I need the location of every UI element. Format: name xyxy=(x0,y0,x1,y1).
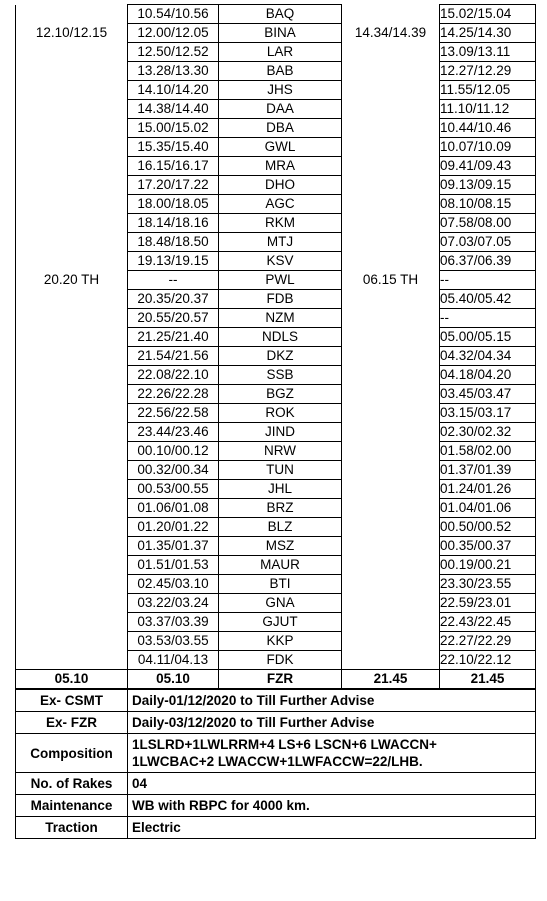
return-arr-dep-time: 10.07/10.09 xyxy=(440,138,536,157)
outbound-extra-time xyxy=(16,556,128,575)
traction-row xyxy=(16,817,536,839)
outbound-extra-time xyxy=(16,309,128,328)
return-arr-dep-time: 04.32/04.34 xyxy=(440,347,536,366)
station-row xyxy=(16,461,536,480)
outbound-arr-dep-time: 10.54/10.56 xyxy=(128,5,219,24)
ex-csmt-label: Ex- CSMT xyxy=(16,690,128,712)
outbound-arr-dep-time: 20.35/20.37 xyxy=(128,290,219,309)
station-code: DAA xyxy=(219,100,342,119)
rakes-row xyxy=(16,773,536,795)
station-code: BTI xyxy=(219,575,342,594)
outbound-extra-time xyxy=(16,613,128,632)
outbound-arr-dep-time: 18.14/18.16 xyxy=(128,214,219,233)
composition-line-2: 1LWCBAC+2 LWACCW+1LWFACCW=22/LHB. xyxy=(132,754,423,769)
return-extra-time xyxy=(342,62,440,81)
outbound-arr-dep-time: 17.20/17.22 xyxy=(128,176,219,195)
station-row xyxy=(16,632,536,651)
outbound-arr-dep-time: 15.00/15.02 xyxy=(128,119,219,138)
outbound-arr-dep-time: 03.37/03.39 xyxy=(128,613,219,632)
return-arr-dep-time: 01.58/02.00 xyxy=(440,442,536,461)
return-extra-time xyxy=(342,575,440,594)
station-code: BGZ xyxy=(219,385,342,404)
outbound-extra-time xyxy=(16,347,128,366)
return-arr-dep-time: 11.10/11.12 xyxy=(440,100,536,119)
return-extra-time xyxy=(342,309,440,328)
return-arr-dep-time: 14.25/14.30 xyxy=(440,24,536,43)
return-arr-dep-time: 05.40/05.42 xyxy=(440,290,536,309)
outbound-arr-dep-time: 18.00/18.05 xyxy=(128,195,219,214)
station-code: RKM xyxy=(219,214,342,233)
return-arr-dep-time: 00.35/00.37 xyxy=(440,537,536,556)
return-arr-dep-time: 15.02/15.04 xyxy=(440,5,536,24)
station-code: DHO xyxy=(219,176,342,195)
outbound-arr-dep-time: 22.56/22.58 xyxy=(128,404,219,423)
outbound-extra-time xyxy=(16,651,128,670)
outbound-extra-time xyxy=(16,499,128,518)
station-row xyxy=(16,480,536,499)
outbound-extra-time xyxy=(16,138,128,157)
outbound-extra-time xyxy=(16,442,128,461)
ex-csmt-value: Daily-01/12/2020 to Till Further Advise xyxy=(128,690,536,712)
outbound-extra-time xyxy=(16,5,128,24)
station-row xyxy=(16,5,536,24)
return-arr-dep-time: 07.03/07.05 xyxy=(440,233,536,252)
outbound-extra-time xyxy=(16,62,128,81)
outbound-arr-dep-time: 01.06/01.08 xyxy=(128,499,219,518)
return-extra-time xyxy=(342,366,440,385)
return-arr-dep-time: 06.37/06.39 xyxy=(440,252,536,271)
return-extra-time xyxy=(342,404,440,423)
return-extra-time xyxy=(342,632,440,651)
station-code: JHS xyxy=(219,81,342,100)
return-arr-dep-time: 02.30/02.32 xyxy=(440,423,536,442)
return-arr-dep-time: 03.15/03.17 xyxy=(440,404,536,423)
return-arr-dep-time: -- xyxy=(440,271,536,290)
station-code: NDLS xyxy=(219,328,342,347)
return-extra-time xyxy=(342,651,440,670)
outbound-extra-time xyxy=(16,594,128,613)
outbound-extra-time xyxy=(16,81,128,100)
station-code: GJUT xyxy=(219,613,342,632)
return-extra-time xyxy=(342,138,440,157)
outbound-arr-dep-time: 04.11/04.13 xyxy=(128,651,219,670)
station-code: GWL xyxy=(219,138,342,157)
station-code: MAUR xyxy=(219,556,342,575)
outbound-extra-time xyxy=(16,461,128,480)
timetable xyxy=(15,4,536,689)
return-arr-dep-time: 08.10/08.15 xyxy=(440,195,536,214)
return-arr-dep-time: 09.13/09.15 xyxy=(440,176,536,195)
composition-label: Composition xyxy=(16,734,128,773)
outbound-arr-dep-time: 22.26/22.28 xyxy=(128,385,219,404)
outbound-extra-time xyxy=(16,252,128,271)
station-row xyxy=(16,575,536,594)
return-arr-dep-time: 12.27/12.29 xyxy=(440,62,536,81)
station-code: KSV xyxy=(219,252,342,271)
station-row xyxy=(16,157,536,176)
ex-fzr-label: Ex- FZR xyxy=(16,712,128,734)
return-extra-time xyxy=(342,252,440,271)
return-extra-time xyxy=(342,43,440,62)
station-code: AGC xyxy=(219,195,342,214)
station-row xyxy=(16,651,536,670)
outbound-arr-dep-time: 18.48/18.50 xyxy=(128,233,219,252)
return-arr-dep-time: 10.44/10.46 xyxy=(440,119,536,138)
outbound-extra-time xyxy=(16,404,128,423)
return-extra-time xyxy=(342,195,440,214)
outbound-arr-dep-time: 00.53/00.55 xyxy=(128,480,219,499)
return-arr-dep-time: 11.55/12.05 xyxy=(440,81,536,100)
composition-value xyxy=(128,734,536,773)
outbound-extra-time xyxy=(16,518,128,537)
return-extra-time xyxy=(342,290,440,309)
station-row xyxy=(16,195,536,214)
outbound-extra-time xyxy=(16,575,128,594)
station-code: JIND xyxy=(219,423,342,442)
station-code: BLZ xyxy=(219,518,342,537)
return-extra-time xyxy=(342,157,440,176)
station-row xyxy=(16,518,536,537)
return-extra-time xyxy=(342,537,440,556)
station-row xyxy=(16,499,536,518)
outbound-arr-dep-time: 23.44/23.46 xyxy=(128,423,219,442)
outbound-extra-time xyxy=(16,385,128,404)
return-arr-dep-time: 04.18/04.20 xyxy=(440,366,536,385)
return-extra-time xyxy=(342,385,440,404)
outbound-arr-dep-time: 00.32/00.34 xyxy=(128,461,219,480)
return-extra-time xyxy=(342,5,440,24)
station-code: BAQ xyxy=(219,5,342,24)
station-code: ROK xyxy=(219,404,342,423)
return-arr-dep-time: 23.30/23.55 xyxy=(440,575,536,594)
station-row xyxy=(16,442,536,461)
return-extra-time xyxy=(342,499,440,518)
ex-fzr-value: Daily-03/12/2020 to Till Further Advise xyxy=(128,712,536,734)
outbound-arr-dep-time: 01.35/01.37 xyxy=(128,537,219,556)
timetable-sheet xyxy=(15,4,535,839)
station-row xyxy=(16,328,536,347)
return-extra-time xyxy=(342,81,440,100)
outbound-arr-dep-time: 19.13/19.15 xyxy=(128,252,219,271)
outbound-extra-time xyxy=(16,214,128,233)
outbound-arr-dep-time: 15.35/15.40 xyxy=(128,138,219,157)
return-extra-time xyxy=(342,328,440,347)
return-arr-dep-time: 13.09/13.11 xyxy=(440,43,536,62)
return-arr-dep-time: 22.59/23.01 xyxy=(440,594,536,613)
return-extra-time xyxy=(342,347,440,366)
return-extra-time: 14.34/14.39 xyxy=(342,24,440,43)
return-extra-time xyxy=(342,176,440,195)
station-row xyxy=(16,309,536,328)
station-code: GNA xyxy=(219,594,342,613)
return-arr-dep-time: 22.10/22.12 xyxy=(440,651,536,670)
station-row xyxy=(16,214,536,233)
station-row xyxy=(16,62,536,81)
outbound-extra-time xyxy=(16,480,128,499)
return-arr-dep-time: 00.50/00.52 xyxy=(440,518,536,537)
outbound-arr-dep-time: 12.00/12.05 xyxy=(128,24,219,43)
outbound-arr-dep-time: 21.54/21.56 xyxy=(128,347,219,366)
terminal-row xyxy=(16,670,536,689)
composition-row xyxy=(16,734,536,773)
outbound-extra-time xyxy=(16,100,128,119)
rakes-value: 04 xyxy=(128,773,536,795)
return-extra-time xyxy=(342,556,440,575)
station-code: TUN xyxy=(219,461,342,480)
outbound-extra-time xyxy=(16,157,128,176)
station-row xyxy=(16,119,536,138)
terminal-arr-dep: 05.10 xyxy=(128,670,219,689)
station-row xyxy=(16,613,536,632)
outbound-extra-time xyxy=(16,423,128,442)
terminal-station-code: FZR xyxy=(219,670,342,689)
outbound-arr-dep-time: 00.10/00.12 xyxy=(128,442,219,461)
outbound-extra-time xyxy=(16,366,128,385)
station-row xyxy=(16,24,536,43)
station-row xyxy=(16,404,536,423)
maintenance-label: Maintenance xyxy=(16,795,128,817)
composition-line-1: 1LSLRD+1LWLRRM+4 LS+6 LSCN+6 LWACCN+ xyxy=(132,737,437,752)
station-row xyxy=(16,366,536,385)
station-code: DBA xyxy=(219,119,342,138)
return-arr-dep-time: 01.24/01.26 xyxy=(440,480,536,499)
traction-label: Traction xyxy=(16,817,128,839)
outbound-arr-dep-time: 20.55/20.57 xyxy=(128,309,219,328)
outbound-arr-dep-time: 03.22/03.24 xyxy=(128,594,219,613)
outbound-extra-time: 20.20 TH xyxy=(16,271,128,290)
return-extra-time xyxy=(342,423,440,442)
return-extra-time xyxy=(342,613,440,632)
outbound-extra-time xyxy=(16,632,128,651)
outbound-arr-dep-time: 14.10/14.20 xyxy=(128,81,219,100)
station-code: FDB xyxy=(219,290,342,309)
outbound-arr-dep-time: 22.08/22.10 xyxy=(128,366,219,385)
station-code: BINA xyxy=(219,24,342,43)
outbound-arr-dep-time: -- xyxy=(128,271,219,290)
traction-value: Electric xyxy=(128,817,536,839)
outbound-arr-dep-time: 16.15/16.17 xyxy=(128,157,219,176)
return-extra-time xyxy=(342,214,440,233)
station-row xyxy=(16,138,536,157)
ex-csmt-row xyxy=(16,690,536,712)
station-code: FDK xyxy=(219,651,342,670)
return-arr-dep-time: 22.27/22.29 xyxy=(440,632,536,651)
return-extra-time xyxy=(342,100,440,119)
outbound-extra-time xyxy=(16,119,128,138)
outbound-extra-time xyxy=(16,328,128,347)
outbound-arr-dep-time: 14.38/14.40 xyxy=(128,100,219,119)
outbound-extra-time xyxy=(16,195,128,214)
return-extra-time xyxy=(342,480,440,499)
ex-fzr-row xyxy=(16,712,536,734)
return-arr-dep-time: 01.04/01.06 xyxy=(440,499,536,518)
return-extra-time xyxy=(342,119,440,138)
return-extra-time xyxy=(342,233,440,252)
return-extra-time xyxy=(342,442,440,461)
station-row xyxy=(16,594,536,613)
outbound-extra-time xyxy=(16,537,128,556)
outbound-arr-dep-time: 01.51/01.53 xyxy=(128,556,219,575)
station-row xyxy=(16,252,536,271)
station-row xyxy=(16,233,536,252)
return-arr-dep-time: 07.58/08.00 xyxy=(440,214,536,233)
station-row xyxy=(16,385,536,404)
return-extra-time xyxy=(342,518,440,537)
terminal-time-col1: 05.10 xyxy=(16,670,128,689)
return-extra-time xyxy=(342,594,440,613)
outbound-arr-dep-time: 03.53/03.55 xyxy=(128,632,219,651)
outbound-arr-dep-time: 01.20/01.22 xyxy=(128,518,219,537)
outbound-extra-time xyxy=(16,43,128,62)
station-row xyxy=(16,423,536,442)
return-extra-time: 06.15 TH xyxy=(342,271,440,290)
station-code: JHL xyxy=(219,480,342,499)
station-code: KKP xyxy=(219,632,342,651)
station-row xyxy=(16,537,536,556)
station-row xyxy=(16,347,536,366)
outbound-arr-dep-time: 12.50/12.52 xyxy=(128,43,219,62)
outbound-extra-time xyxy=(16,233,128,252)
station-code: BRZ xyxy=(219,499,342,518)
station-row xyxy=(16,100,536,119)
terminal-return-time: 21.45 xyxy=(440,670,536,689)
maintenance-row xyxy=(16,795,536,817)
station-code: NZM xyxy=(219,309,342,328)
station-code: PWL xyxy=(219,271,342,290)
outbound-extra-time xyxy=(16,290,128,309)
station-code: LAR xyxy=(219,43,342,62)
return-arr-dep-time: 22.43/22.45 xyxy=(440,613,536,632)
station-code: MTJ xyxy=(219,233,342,252)
station-row xyxy=(16,290,536,309)
station-code: BAB xyxy=(219,62,342,81)
station-row xyxy=(16,271,536,290)
return-extra-time xyxy=(342,461,440,480)
return-arr-dep-time: 09.41/09.43 xyxy=(440,157,536,176)
station-row xyxy=(16,43,536,62)
station-row xyxy=(16,176,536,195)
return-arr-dep-time: 03.45/03.47 xyxy=(440,385,536,404)
station-code: MRA xyxy=(219,157,342,176)
station-code: NRW xyxy=(219,442,342,461)
outbound-arr-dep-time: 21.25/21.40 xyxy=(128,328,219,347)
outbound-extra-time: 12.10/12.15 xyxy=(16,24,128,43)
maintenance-value: WB with RBPC for 4000 km. xyxy=(128,795,536,817)
station-rows xyxy=(16,5,536,670)
return-arr-dep-time: 01.37/01.39 xyxy=(440,461,536,480)
station-code: DKZ xyxy=(219,347,342,366)
terminal-time-col4: 21.45 xyxy=(342,670,440,689)
return-arr-dep-time: -- xyxy=(440,309,536,328)
station-row xyxy=(16,556,536,575)
rakes-label: No. of Rakes xyxy=(16,773,128,795)
return-arr-dep-time: 05.00/05.15 xyxy=(440,328,536,347)
station-code: SSB xyxy=(219,366,342,385)
outbound-arr-dep-time: 02.45/03.10 xyxy=(128,575,219,594)
station-code: MSZ xyxy=(219,537,342,556)
station-row xyxy=(16,81,536,100)
return-arr-dep-time: 00.19/00.21 xyxy=(440,556,536,575)
train-info-table xyxy=(15,689,536,839)
outbound-extra-time xyxy=(16,176,128,195)
outbound-arr-dep-time: 13.28/13.30 xyxy=(128,62,219,81)
